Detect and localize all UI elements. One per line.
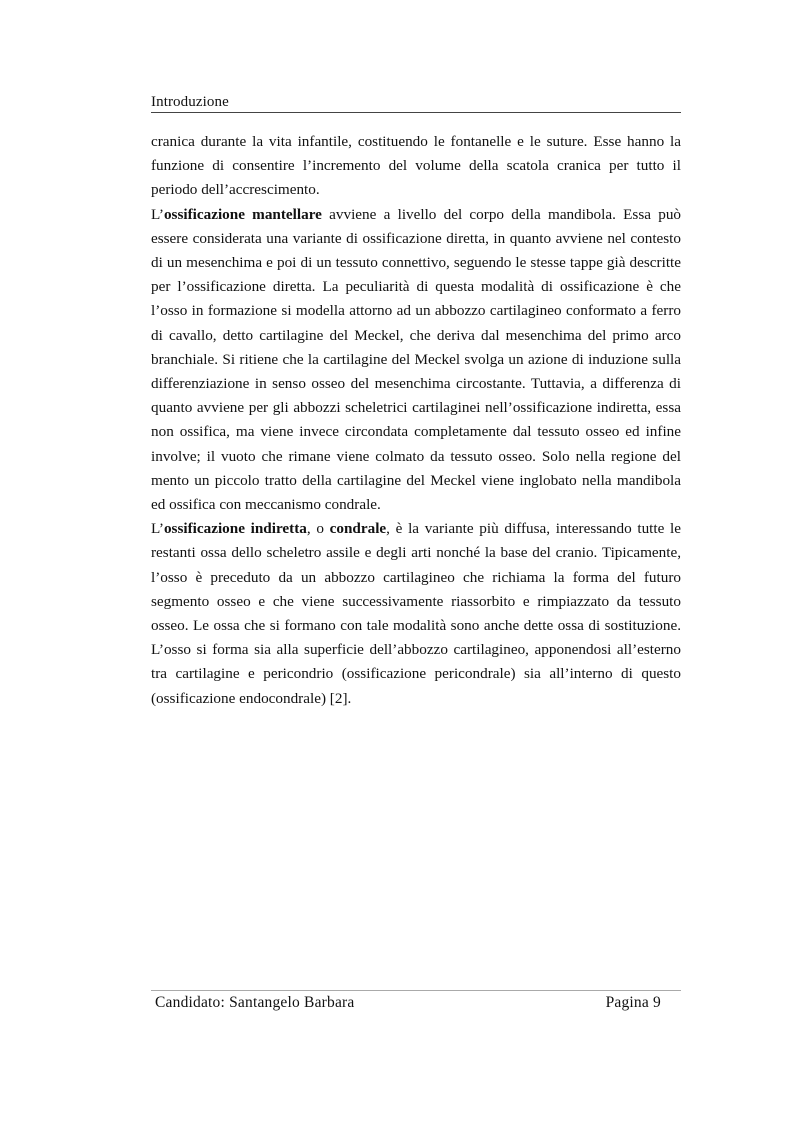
body-text (151, 130, 681, 711)
paragraph-3-prefix: L’ (151, 520, 164, 538)
page-header (151, 93, 681, 113)
term-condrale: condrale (329, 520, 387, 538)
footer-rule (151, 990, 681, 991)
paragraph-1-text: cranica durante la vita infantile, costituendo le fontanelle e le suture. Esse hanno la funzione di consentire l’incremento del volume della scatola cranica per tutto il periodo dell’accrescimento. (151, 133, 681, 199)
paragraph-3-connector: , o (306, 520, 330, 538)
paragraph-2-prefix: L’ (151, 205, 164, 223)
term-ossificazione-mantellare: ossificazione mantellare (163, 205, 322, 223)
footer-candidate: Candidato: Santangelo Barbara (155, 994, 355, 1011)
paragraph-fontanelles (151, 130, 681, 203)
paragraph-indiretta (151, 517, 681, 711)
paragraph-3-text: , è la variante più diffusa, interessando tutte le restanti ossa dello scheletro assile e degli arti nonché la base del cranio. Tipicamente, l’osso è preceduto da un abbozzo cartilagineo che richiama la forma del futuro segmento osseo e che viene successivamente riassorbito e rimpiazzato da tessuto osseo. Le ossa che si formano con tale modalità sono anche dette ossa di sostituzione. L’osso si forma sia alla superficie dell’abbozzo cartilagineo, apponendosi all’esterno tra cartilagine e pericondrio (ossificazione pericondrale) sia all’interno di questo (ossificazione endocondrale) [2]. (151, 520, 681, 707)
paragraph-2-text: avviene a livello del corpo della mandibola. Essa può essere considerata una variante di ossificazione diretta, in quanto avviene nel contesto di un mesenchima e poi di un tessuto connettivo, seguendo le stesse tappe già descritte per l’ossificazione diretta. La peculiarità di questa modalità di ossificazione è che l’osso in formazione si modella attorno ad un abbozzo cartilagineo conformato a ferro di cavallo, detto cartilagine del Meckel, che deriva dal mesenchima del primo arco branchiale. Si ritiene che la cartilagine del Meckel svolga un azione di induzione sulla differenziazione in senso osseo del mesenchima circostante. Tuttavia, a differenza di quanto avviene per gli abbozzi scheletrici cartilaginei nell’ossificazione indiretta, essa non ossifica, ma viene invece circondata completamente dal tessuto osseo ed infine involve; il vuoto che rimane viene colmato da tessuto osseo. Solo nella regione del mento un piccolo tratto della cartilagine del Meckel viene inglobato nella mandibola ed ossifica con meccanismo condrale. (151, 205, 682, 514)
term-ossificazione-indiretta: ossificazione indiretta (163, 520, 307, 538)
header-title: Introduzione (151, 94, 229, 110)
footer-page-number: Pagina 9 (605, 994, 661, 1011)
paragraph-mantellare (151, 203, 681, 518)
